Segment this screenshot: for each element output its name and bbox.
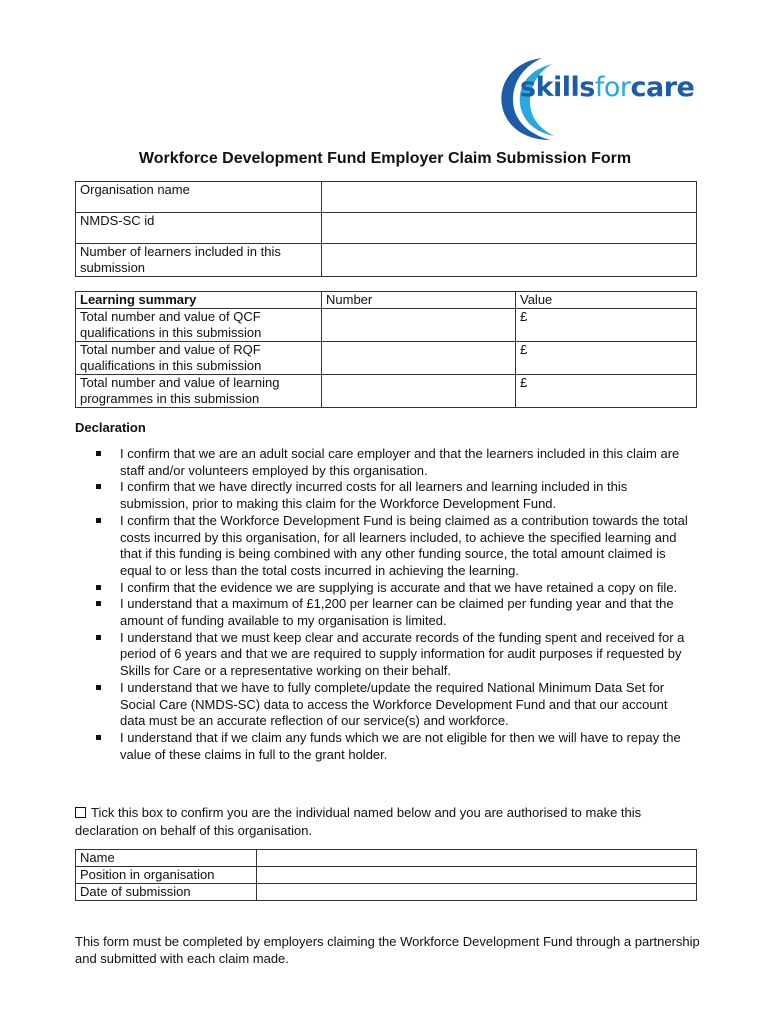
footer-note: This form must be completed by employers claiming the Workforce Development Fund through a partnership and submitted with each claim made. xyxy=(75,934,700,966)
date-field[interactable] xyxy=(257,884,697,901)
number-header: Number xyxy=(322,292,516,309)
bullet-icon xyxy=(96,451,101,456)
bullet-icon xyxy=(96,735,101,740)
declaration-item: I understand that we have to fully complete/update the required National Minimum Data Set for Social Care (NMDS-SC) data to access the Workforce Development Fund and that our account data must be an accurate reflection of our service(s) and workforce. xyxy=(96,680,696,730)
declaration-item: I confirm that we have directly incurred costs for all learners and learning included in this submission, prior to making this claim for the Workforce Development Fund. xyxy=(96,479,696,512)
learning-programmes-row xyxy=(76,375,697,408)
qcf-label: Total number and value of QCF qualifications in this submission xyxy=(76,309,322,342)
bullet-icon xyxy=(96,685,101,690)
learning-programmes-value-field[interactable]: £ xyxy=(516,375,697,408)
bullet-icon xyxy=(96,601,101,606)
bullet-icon xyxy=(96,518,101,523)
name-row xyxy=(76,850,697,867)
rqf-number-field[interactable] xyxy=(322,342,516,375)
confirm-text: Tick this box to confirm you are the individual named below and you are authorised to make this declaration on behalf of this organisation. xyxy=(75,805,642,838)
declaration-list xyxy=(96,446,696,763)
learning-summary-header-row xyxy=(76,292,697,309)
signatory-table xyxy=(75,849,697,901)
name-field[interactable] xyxy=(257,850,697,867)
confirmation-statement xyxy=(75,804,700,840)
declaration-heading: Declaration xyxy=(75,420,146,435)
number-of-learners-field[interactable] xyxy=(322,244,697,277)
bullet-icon xyxy=(96,484,101,489)
qcf-number-field[interactable] xyxy=(322,309,516,342)
learning-programmes-number-field[interactable] xyxy=(322,375,516,408)
confirm-checkbox[interactable] xyxy=(75,807,86,818)
nmds-sc-id-field[interactable] xyxy=(322,213,697,244)
qcf-row xyxy=(76,309,697,342)
rqf-value-field[interactable]: £ xyxy=(516,342,697,375)
learning-summary-header: Learning summary xyxy=(76,292,322,309)
qcf-value-field[interactable]: £ xyxy=(516,309,697,342)
number-of-learners-label: Number of learners included in this submission xyxy=(76,244,322,277)
logo-text: skillsforcare xyxy=(520,72,695,103)
learning-summary-table xyxy=(75,291,697,408)
form-title: Workforce Development Fund Employer Claim Submission Form xyxy=(138,150,632,167)
number-of-learners-row xyxy=(76,244,697,277)
position-label: Position in organisation xyxy=(76,867,257,884)
nmds-sc-id-row xyxy=(76,213,697,244)
organisation-name-label: Organisation name xyxy=(76,182,322,213)
declaration-item: I understand that we must keep clear and accurate records of the funding spent and received for a period of 6 years and that we are required to supply information for audit purposes if requested by Skills for Care or a representative working on their behalf. xyxy=(96,630,696,680)
declaration-item: I confirm that the Workforce Development Fund is being claimed as a contribution towards the total costs incurred by this organisation, for all learners included, to achieve the specified learning and that if this funding is being combined with any other funding source, the total amount claimed is equal to or less than the total costs incurred in achieving the learning. xyxy=(96,513,696,580)
rqf-label: Total number and value of RQF qualifications in this submission xyxy=(76,342,322,375)
declaration-item: I understand that a maximum of £1,200 per learner can be claimed per funding year and that the amount of funding available to my organisation is limited. xyxy=(96,596,696,629)
nmds-sc-id-label: NMDS-SC id xyxy=(76,213,322,244)
bullet-icon xyxy=(96,585,101,590)
declaration-item: I understand that if we claim any funds which we are not eligible for then we will have to repay the value of these claims in full to the grant holder. xyxy=(96,730,696,763)
value-header: Value xyxy=(516,292,697,309)
declaration-item: I confirm that the evidence we are supplying is accurate and that we have retained a copy on file. xyxy=(96,580,696,597)
position-row xyxy=(76,867,697,884)
date-label: Date of submission xyxy=(76,884,257,901)
declaration-item: I confirm that we are an adult social care employer and that the learners included in this claim are staff and/or volunteers employed by this organisation. xyxy=(96,446,696,479)
name-label: Name xyxy=(76,850,257,867)
learning-programmes-label: Total number and value of learning programmes in this submission xyxy=(76,375,322,408)
organisation-name-row xyxy=(76,182,697,213)
skills-for-care-logo xyxy=(494,54,694,144)
organisation-name-field[interactable] xyxy=(322,182,697,213)
bullet-icon xyxy=(96,635,101,640)
date-row xyxy=(76,884,697,901)
organisation-table xyxy=(75,181,697,277)
position-field[interactable] xyxy=(257,867,697,884)
rqf-row xyxy=(76,342,697,375)
